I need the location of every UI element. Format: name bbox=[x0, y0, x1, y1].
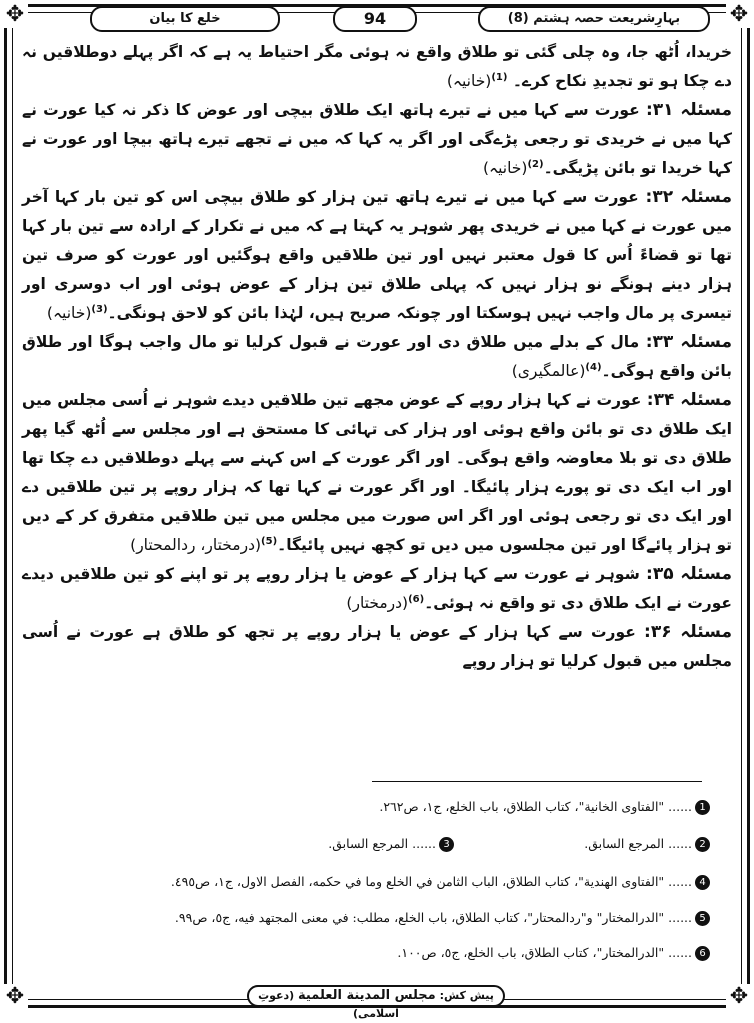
footnote-text: "الفتاوى الهندية"، كتاب الطلاق، الباب الثامن في الخلع وما في حكمه، الفصل الاول، ج١، ص٤٩٥. bbox=[170, 874, 665, 889]
footnote-1 bbox=[379, 795, 710, 819]
masala-32 bbox=[22, 183, 732, 328]
footnote-dots: ...... bbox=[668, 874, 692, 889]
masala-36 bbox=[22, 618, 732, 676]
page-number: 94 bbox=[333, 6, 417, 32]
corner-ornament-bottom-right-icon: ✥ bbox=[726, 984, 752, 1010]
footnote-3 bbox=[328, 832, 454, 856]
corner-ornament-bottom-left-icon: ✥ bbox=[2, 984, 28, 1010]
footnote-dots: ...... bbox=[668, 799, 692, 814]
publisher-name: مجلس المدينة العلمية bbox=[298, 988, 436, 1003]
masala-text: عورت نے کہا ہزار روپے کے عوض مجھے تین طلاقیں دیدے شوہر نے اُسی مجلس میں ایک طلاق دی تو بائن واقع ہوئی اور ہزار کی تہائی کا مستحق ہے اور مجلس سے اُٹھ گیا پھر طلاق دی تو بلا معاوضہ واقع ہوگی۔ اور اگر عورت کے اس کہنے سے پہلے دوطلاقیں دے چکا تھا اور اب ایک دی تو پورے ہزار پائیگا۔ اور اگر عورت نے کہا تھا کہ ہزار روپے پر تین طلاقیں دے اور ایک دی تو رجعی ہوئی اور اگر اس صورت میں مجلس میں تین طلاقیں متفرق کر کے دیں تو ہزار پائےگا اور تین مجلسوں میں دیں تو کچھ نہیں پائیگا۔ bbox=[22, 391, 732, 554]
masala-text: عورت سے کہا ہزار کے عوض یا ہزار روپے پر تجھ کو طلاق ہے عورت نے اُسی مجلس میں قبول کرلیا تو ہزار روپے bbox=[22, 623, 732, 670]
footnote-text: "الدرالمختار" و"ردالمحتار"، كتاب الطلاق، باب الخلع، مطلب: في معنى المجتهد فيه، ج٥، ص٩٩. bbox=[174, 910, 665, 925]
source-ref: (درمختار، ردالمحتار) bbox=[130, 536, 262, 554]
footnote-4 bbox=[171, 870, 710, 894]
source-ref: (خانیہ) bbox=[482, 159, 528, 177]
masala-label: مسئلہ ۳۵: bbox=[646, 564, 732, 584]
publisher-sub: (دعوتِ اسلامی) bbox=[258, 989, 399, 1020]
masala-34 bbox=[22, 386, 732, 560]
footnote-ref: (1) bbox=[491, 71, 508, 83]
footnote-number: 2 bbox=[695, 837, 710, 852]
footnote-divider bbox=[372, 781, 702, 782]
footnote-number: 3 bbox=[439, 837, 454, 852]
footnote-number: 5 bbox=[695, 911, 710, 926]
footnote-dots: ...... bbox=[668, 836, 692, 851]
masala-text: مال کے بدلے میں طلاق دی اور عورت نے قبول کرلیا تو مال واجب ہوگا اور طلاق بائن واقع ہوگی۔ bbox=[22, 333, 732, 380]
footnote-text: المرجع السابق. bbox=[584, 836, 665, 851]
footnote-number: 4 bbox=[695, 875, 710, 890]
corner-ornament-top-right-icon: ✥ bbox=[726, 2, 752, 28]
footnote-ref: (4) bbox=[585, 361, 602, 373]
footnote-dots: ...... bbox=[668, 910, 692, 925]
footnote-text: المرجع السابق. bbox=[328, 836, 409, 851]
masala-text: شوہر نے عورت سے کہا ہزار کے عوض یا ہزار روپے پر تو اپنے کو تین طلاقیں دیدے عورت نے ایک طلاق دی تو واقع نہ ہوئی۔ bbox=[22, 565, 732, 612]
footnote-dots: ...... bbox=[668, 945, 692, 960]
masala-label: مسئلہ ۳۴: bbox=[646, 390, 732, 410]
source-ref: (خانیہ) bbox=[446, 72, 492, 90]
footnote-ref: (2) bbox=[527, 158, 544, 170]
footnote-text: "الفتاوى الخانية"، كتاب الطلاق، باب الخلع، ج١، ص٢٦٢. bbox=[379, 799, 665, 814]
footnote-6 bbox=[397, 941, 710, 965]
publisher-footer bbox=[247, 985, 505, 1020]
footnote-5 bbox=[175, 906, 710, 930]
source-ref: (درمختار) bbox=[346, 594, 409, 612]
footnote-dots: ...... bbox=[412, 836, 436, 851]
footnote-ref: (5) bbox=[261, 535, 278, 547]
footnote-number: 1 bbox=[695, 800, 710, 815]
masala-35 bbox=[22, 560, 732, 618]
masala-label: مسئلہ ۳۶: bbox=[644, 622, 732, 642]
masala-label: مسئلہ ۳۲: bbox=[645, 187, 733, 207]
book-title: بہارِشریعت حصہ ہشتم (8) bbox=[478, 6, 710, 32]
masala-31 bbox=[22, 96, 732, 183]
chapter-title: خلع کا بیان bbox=[90, 6, 280, 32]
masala-text: عورت سے کہا میں نے تیرے ہاتھ ایک طلاق بیچی اور عوض کا ذکر نہ کیا عورت نے کہا میں نے خریدی تو رجعی پڑےگی اور اگر یہ کہا کہ میں نے تجھے تیرے ہاتھ بیچا اور عورت نے کہا خریدا تو بائن پڑیگی۔ bbox=[22, 101, 732, 177]
footnote-ref: (3) bbox=[91, 303, 108, 315]
page-body bbox=[22, 38, 732, 676]
masala-label: مسئلہ ۳۳: bbox=[645, 332, 732, 352]
footnote-number: 6 bbox=[695, 946, 710, 961]
presented-by: پیش کش: bbox=[439, 989, 494, 1002]
corner-ornament-top-left-icon: ✥ bbox=[2, 2, 28, 28]
footnote-ref: (6) bbox=[408, 593, 425, 605]
masala-text: عورت سے کہا میں نے تیرے ہاتھ تین ہزار کو طلاق بیچی اس کو تین بار کہا آخر میں عورت نے کہا میں نے خریدی پھر شوہر یہ کہتا ہے کہ میں نے تکرار کے ارادہ سے تین بار کہا تھا تو قضاءً اُس کا قول معتبر نہیں اور تین طلاقیں واقع ہوگئیں اور عورت کو صرف تین ہزار دینے ہونگے نو ہزار نہیں کہ پہلی طلاق تین ہزار کے عوض ہوئی اور اب دوسری اور تیسری پر مال واجب نہیں ہوسکتا اور چونکہ صریح ہیں، لہٰذا بائن کو لاحق ہونگی۔ bbox=[22, 188, 732, 322]
masala-label: مسئلہ ۳۱: bbox=[645, 100, 732, 120]
footnote-2 bbox=[584, 832, 710, 856]
intro-text: خریدا، اُٹھ جا، وہ چلی گئی تو طلاق واقع نہ ہوئی مگر احتیاط یہ ہے کہ اگر پہلے دوطلاقیں نہ دے چکا ہو تو تجدیدِ نکاح کرے۔ bbox=[22, 43, 732, 90]
source-ref: (خانیہ) bbox=[46, 304, 92, 322]
source-ref: (عالمگیری) bbox=[511, 362, 586, 380]
footnote-text: "الدرالمختار"، كتاب الطلاق، باب الخلع، ج٥، ص١٠٠. bbox=[397, 945, 665, 960]
intro-paragraph bbox=[22, 38, 732, 96]
masala-33 bbox=[22, 328, 732, 386]
